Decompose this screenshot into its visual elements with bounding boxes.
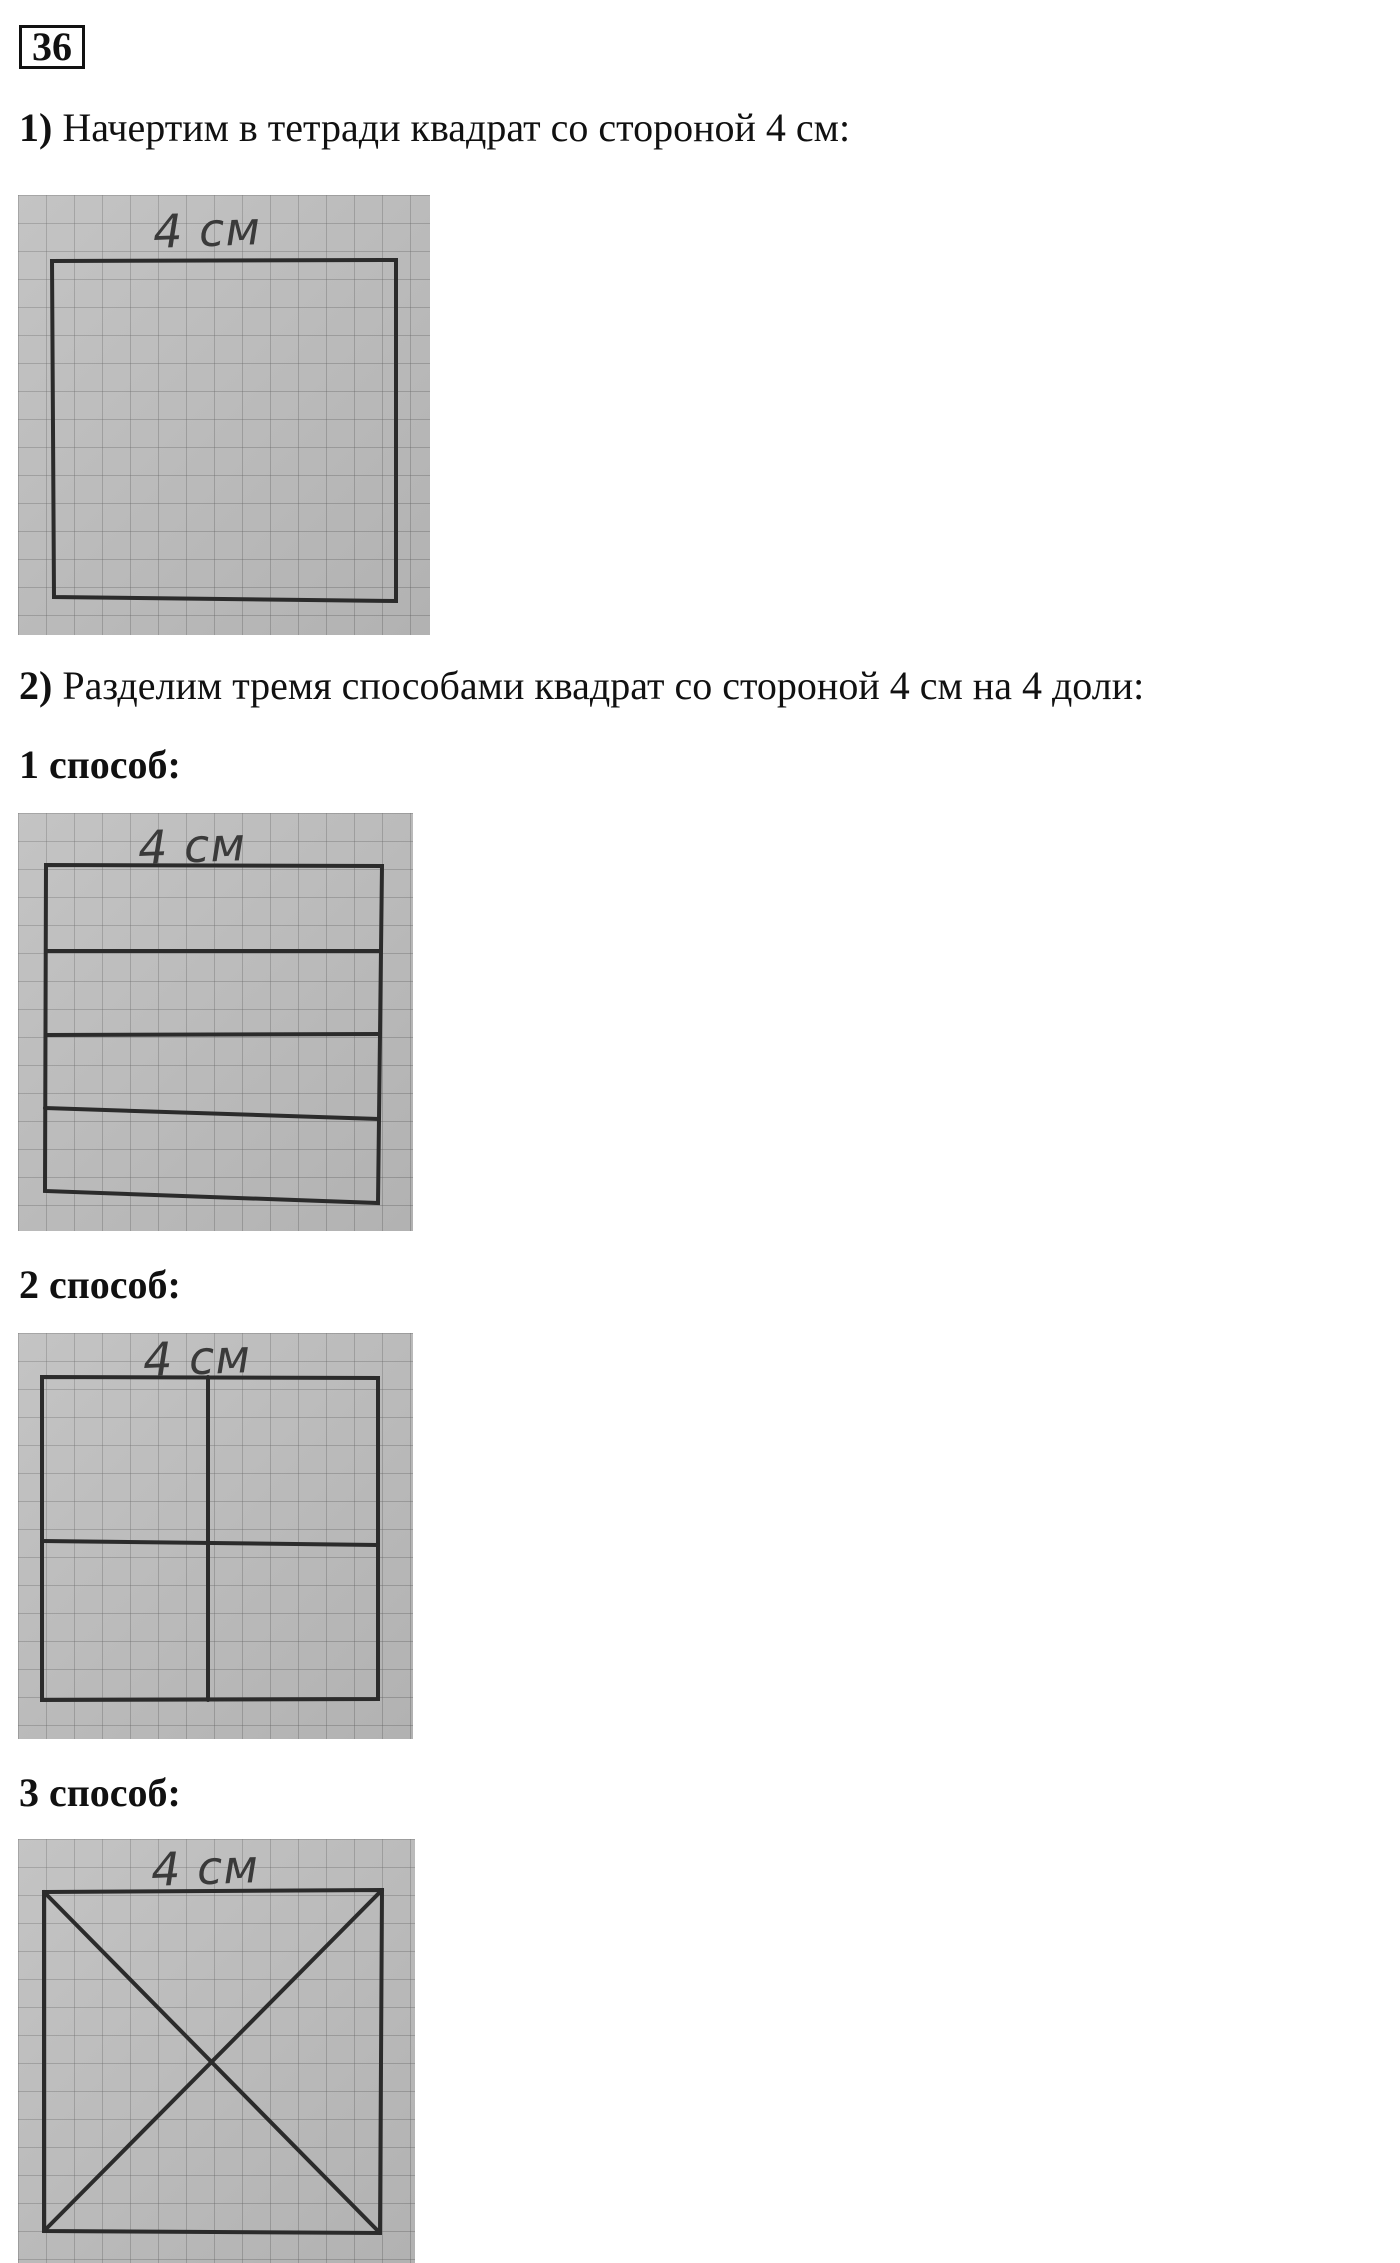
step-1-body: Начертим в тетради квадрат со стороной 4 см: bbox=[52, 105, 851, 150]
method-2-photo bbox=[18, 1329, 413, 1739]
method-1-drawing bbox=[18, 813, 413, 1231]
side-length-label: 4 см bbox=[142, 1329, 252, 1387]
method-2-heading: 2 способ: bbox=[19, 1262, 181, 1307]
square-drawing bbox=[18, 195, 430, 635]
square-photo bbox=[18, 195, 430, 635]
method-3-photo bbox=[18, 1839, 415, 2263]
method-2-drawing bbox=[18, 1329, 413, 1739]
step-2-body: Разделим тремя способами квадрат со стороной 4 см на 4 доли: bbox=[52, 663, 1145, 708]
method-1-heading: 1 способ: bbox=[19, 742, 181, 787]
step-1-text bbox=[19, 104, 850, 152]
step-2-text bbox=[19, 662, 1144, 710]
side-length-label: 4 см bbox=[137, 817, 247, 875]
method-1-photo bbox=[18, 813, 413, 1231]
side-length-label: 4 см bbox=[152, 201, 262, 259]
method-3-drawing bbox=[18, 1839, 415, 2263]
step-2-marker: 2) bbox=[19, 663, 53, 708]
method-3-heading: 3 способ: bbox=[19, 1770, 181, 1815]
task-number: 36 bbox=[19, 25, 85, 69]
side-length-label: 4 см bbox=[150, 1839, 260, 1897]
step-1-marker: 1) bbox=[19, 105, 53, 150]
